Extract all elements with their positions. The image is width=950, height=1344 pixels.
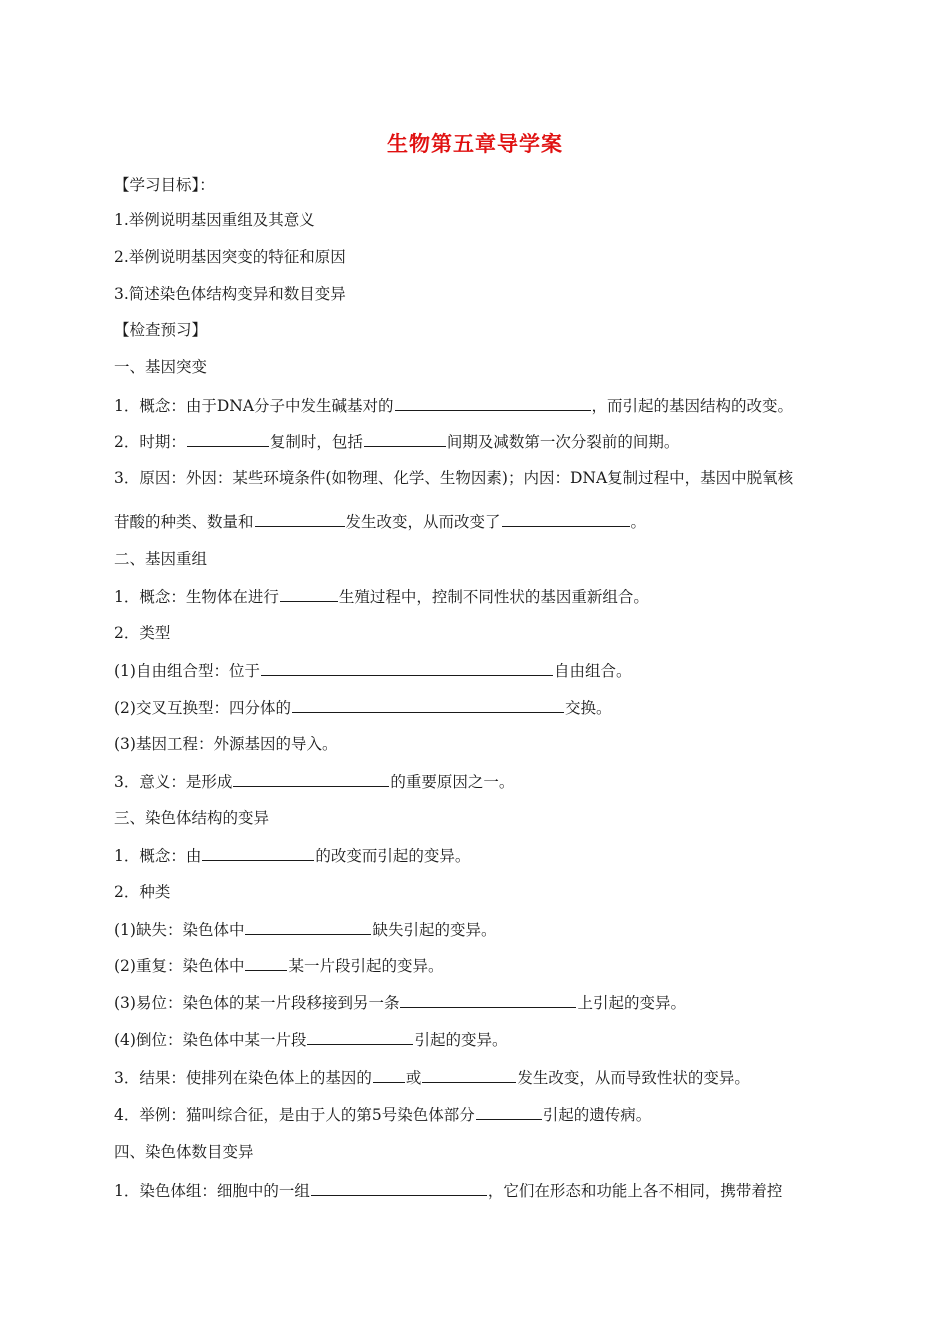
text-line <box>114 882 170 902</box>
line-text: ，它们在形态和功能上各不相同，携带着控 <box>487 1182 783 1200</box>
text-line <box>114 734 337 754</box>
line-text: 自由组合。 <box>553 662 632 680</box>
line-text: 【检查预习】 <box>114 321 208 339</box>
line-text: 复制时，包括 <box>269 433 363 451</box>
text-line <box>114 955 443 976</box>
line-text: (4)倒位：染色体中某一片段 <box>114 1031 307 1049</box>
fill-in-blank[interactable] <box>261 660 553 676</box>
text-line <box>114 549 207 569</box>
text-line <box>114 175 215 195</box>
fill-in-blank[interactable] <box>395 395 591 411</box>
line-text: (3)易位：染色体的某一片段移接到另一条 <box>114 994 400 1012</box>
line-text: 2.举例说明基因突变的特征和原因 <box>114 248 346 266</box>
text-line <box>114 431 679 452</box>
text-line <box>114 395 793 416</box>
fill-in-blank[interactable] <box>280 586 338 602</box>
line-text: 发生改变，从而导致性状的变异。 <box>517 1069 750 1087</box>
line-text: 或 <box>405 1069 422 1087</box>
line-text: 某一片段引起的变异。 <box>288 957 444 975</box>
text-line <box>114 1067 750 1088</box>
fill-in-blank[interactable] <box>255 511 345 527</box>
text-line <box>114 247 346 267</box>
line-text: 2．种类 <box>114 883 171 901</box>
text-line <box>114 992 686 1013</box>
line-text: (2)重复：染色体中 <box>114 957 245 975</box>
line-text: 的改变而引起的变异。 <box>315 847 471 865</box>
fill-in-blank[interactable] <box>364 431 446 447</box>
line-text: 生殖过程中，控制不同性状的基因重新组合。 <box>338 588 649 606</box>
line-text: 上引起的变异。 <box>577 994 686 1012</box>
text-line <box>114 1029 507 1050</box>
line-text: 3．结果：使排列在染色体上的基因的 <box>114 1069 372 1087</box>
text-line <box>114 320 207 340</box>
line-text: 四、染色体数目变异 <box>114 1143 254 1161</box>
line-text: 的重要原因之一。 <box>390 773 515 791</box>
text-line <box>114 1104 651 1125</box>
fill-in-blank[interactable] <box>502 511 630 527</box>
line-text: 【学习目标】： <box>114 176 215 194</box>
text-line <box>114 697 611 718</box>
line-text: 引起的变异。 <box>414 1031 508 1049</box>
text-line <box>114 210 315 230</box>
text-line <box>114 284 346 304</box>
text-line <box>114 623 170 643</box>
text-line <box>114 511 646 532</box>
fill-in-blank[interactable] <box>292 697 564 713</box>
text-line <box>114 1180 782 1201</box>
line-text: 4．举例：猫叫综合征，是由于人的第5号染色体部分 <box>114 1106 475 1124</box>
line-text: ，而引起的基因结构的改变。 <box>591 397 794 415</box>
fill-in-blank[interactable] <box>187 431 269 447</box>
line-text: 引起的遗传病。 <box>542 1106 652 1124</box>
text-line <box>114 919 496 940</box>
line-text: 。 <box>630 513 647 531</box>
text-line <box>114 660 631 681</box>
line-text: 1．概念：生物体在进行 <box>114 588 279 606</box>
text-line <box>114 1142 254 1162</box>
line-text: (2)交叉互换型：四分体的 <box>114 699 291 717</box>
line-text: 2．时期： <box>114 433 186 451</box>
line-text: 三、染色体结构的变异 <box>114 809 270 827</box>
line-text: (3)基因工程：外源基因的导入。 <box>114 735 338 753</box>
line-text: (1)缺失：染色体中 <box>114 921 245 939</box>
line-text: 发生改变，从而改变了 <box>345 513 501 531</box>
text-line <box>114 771 514 792</box>
page-title: 生物第五章导学案 <box>387 132 563 156</box>
line-text: (1)自由组合型：位于 <box>114 662 260 680</box>
line-text: 3.简述染色体结构变异和数目变异 <box>114 285 346 303</box>
line-text: 3．原因：外因：某些环境条件(如物理、化学、生物因素)；内因：DNA复制过程中，基因中脱氧核 <box>114 469 794 487</box>
line-text: 一、基因突变 <box>114 358 208 376</box>
fill-in-blank[interactable] <box>233 771 389 787</box>
line-text: 2．类型 <box>114 624 171 642</box>
line-text: 交换。 <box>564 699 612 717</box>
fill-in-blank[interactable] <box>476 1104 542 1120</box>
fill-in-blank[interactable] <box>373 1067 405 1083</box>
line-text: 1．概念：由于DNA分子中发生碱基对的 <box>114 397 394 415</box>
fill-in-blank[interactable] <box>307 1029 413 1045</box>
line-text: 苷酸的种类、数量和 <box>114 513 254 531</box>
fill-in-blank[interactable] <box>422 1067 516 1083</box>
text-line <box>114 845 470 866</box>
text-line <box>114 808 269 828</box>
line-text: 1．染色体组：细胞中的一组 <box>114 1182 310 1200</box>
line-text: 1.举例说明基因重组及其意义 <box>114 211 315 229</box>
line-text: 3．意义：是形成 <box>114 773 233 791</box>
line-text: 缺失引起的变异。 <box>372 921 497 939</box>
fill-in-blank[interactable] <box>202 845 314 861</box>
line-text: 间期及减数第一次分裂前的间期。 <box>446 433 680 451</box>
fill-in-blank[interactable] <box>245 919 371 935</box>
text-line <box>114 357 207 377</box>
fill-in-blank[interactable] <box>245 955 287 971</box>
fill-in-blank[interactable] <box>400 992 576 1008</box>
line-text: 1．概念：由 <box>114 847 202 865</box>
text-line <box>114 468 793 488</box>
text-line <box>114 586 649 607</box>
line-text: 二、基因重组 <box>114 550 208 568</box>
fill-in-blank[interactable] <box>311 1180 487 1196</box>
